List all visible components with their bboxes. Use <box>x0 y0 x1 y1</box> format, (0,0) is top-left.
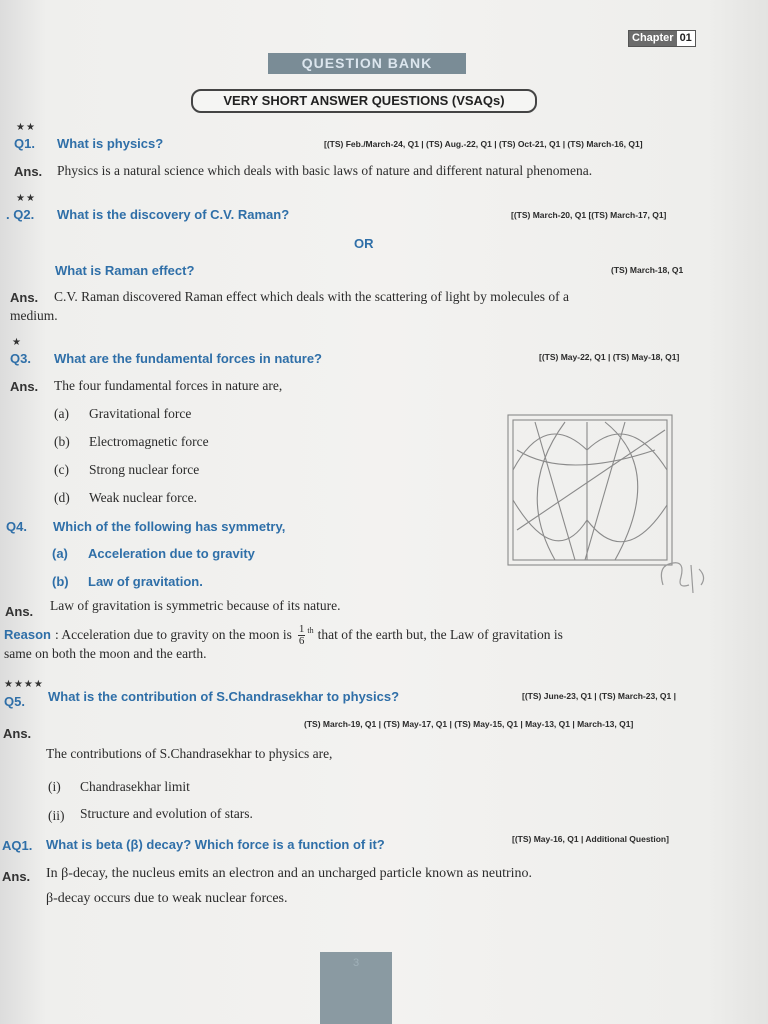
q3-item-c: Strong nuclear force <box>89 462 200 477</box>
q3-item-c-marker: (c) <box>54 462 69 477</box>
q2-answer-line2: medium. <box>10 308 58 323</box>
q1-number: Q1. <box>14 136 35 151</box>
q2-stars: ★★ <box>16 193 36 204</box>
q5-item-1-marker: (i) <box>48 779 61 794</box>
q1-question: What is physics? <box>57 136 164 151</box>
chapter-tag <box>628 30 696 47</box>
fraction-superscript: th <box>307 625 314 635</box>
q4-option-b: Law of gravitation. <box>88 574 203 589</box>
chapter-number: 01 <box>677 31 695 46</box>
aq1-answer-line2: β-decay occurs due to weak nuclear forces. <box>46 891 288 906</box>
q5-question: What is the contribution of S.Chandrasekhar to physics? <box>48 689 400 704</box>
q3-item-b: Electromagnetic force <box>89 434 209 449</box>
q1-stars: ★★ <box>16 122 36 133</box>
q3-item-b-marker: (b) <box>54 434 70 449</box>
question-bank-banner: QUESTION BANK <box>268 53 466 74</box>
q2-number: . Q2. <box>6 207 35 222</box>
q2-question-alt: What is Raman effect? <box>55 263 195 278</box>
aq1-number: AQ1. <box>2 838 33 853</box>
q5-answer: The contributions of S.Chandrasekhar to physics are, <box>46 746 333 761</box>
page-number: 3 <box>352 957 360 969</box>
q4-question: Which of the following has symmetry, <box>53 519 286 534</box>
q3-item-a-marker: (a) <box>54 406 69 421</box>
q2-answer-line1: C.V. Raman discovered Raman effect which deals with the scattering of light by molecules of a <box>54 289 569 304</box>
reason-label: Reason <box>4 627 51 643</box>
q5-reference-line2: (TS) March-19, Q1 | (TS) May-17, Q1 | (TS) May-15, Q1 | May-13, Q1 | March-13, Q1] <box>304 719 634 729</box>
handwritten-mark <box>655 555 715 600</box>
q5-item-2-marker: (ii) <box>48 808 65 823</box>
q2-reference-alt: (TS) March-18, Q1 <box>611 265 684 275</box>
q3-stars: ★ <box>12 337 22 348</box>
q4-option-a: Acceleration due to gravity <box>88 546 255 561</box>
aq1-ans-label: Ans. <box>2 869 31 884</box>
reason-text-post: that of the earth but, the Law of gravitation is <box>317 627 563 643</box>
q3-item-d: Weak nuclear force. <box>89 490 197 505</box>
fraction-denominator: 6 <box>298 635 305 647</box>
q2-ans-label: Ans. <box>10 290 39 305</box>
page-number-tab <box>320 952 392 1024</box>
reason-text-pre: : Acceleration due to gravity on the moon is <box>54 627 292 643</box>
q3-item-d-marker: (d) <box>54 490 70 505</box>
fraction-one-sixth <box>298 624 306 647</box>
section-title: VERY SHORT ANSWER QUESTIONS (VSAQs) <box>191 89 537 113</box>
aq1-reference: [(TS) May-16, Q1 | Additional Question] <box>512 834 669 844</box>
q5-item-1: Chandrasekhar limit <box>80 779 190 794</box>
q2-reference: [(TS) March-20, Q1 [(TS) March-17, Q1] <box>511 210 667 220</box>
q1-ans-label: Ans. <box>14 164 43 179</box>
aq1-question: What is beta (β) decay? Which force is a function of it? <box>46 837 385 852</box>
q2-question: What is the discovery of C.V. Raman? <box>57 207 290 222</box>
q1-reference: [(TS) Feb./March-24, Q1 | (TS) Aug.-22, Q1 | (TS) Oct-21, Q1 | (TS) March-16, Q1] <box>324 139 643 149</box>
q3-reference: [(TS) May-22, Q1 | (TS) May-18, Q1] <box>539 352 680 362</box>
q4-option-b-marker: (b) <box>52 574 69 589</box>
aq1-answer-line1: In β-decay, the nucleus emits an electron and an uncharged particle known as neutrino. <box>46 866 533 881</box>
q4-number: Q4. <box>6 519 27 534</box>
q5-stars: ★★★★ <box>4 679 44 690</box>
q3-answer: The four fundamental forces in nature are, <box>54 378 283 393</box>
q4-option-a-marker: (a) <box>52 546 68 561</box>
q3-question: What are the fundamental forces in nature? <box>54 351 322 366</box>
q3-item-a: Gravitational force <box>89 406 192 421</box>
q4-ans-label: Ans. <box>5 604 34 619</box>
or-separator: OR <box>354 236 374 251</box>
q4-reason-line <box>4 624 563 647</box>
q4-answer: Law of gravitation is symmetric because of its nature. <box>50 598 341 613</box>
pencil-sketch-figure <box>505 410 675 570</box>
q4-reason-line2: same on both the moon and the earth. <box>4 646 207 661</box>
q5-number: Q5. <box>4 694 25 709</box>
q5-ans-label: Ans. <box>3 726 32 741</box>
q1-answer: Physics is a natural science which deals with basic laws of nature and different natural phenomena. <box>57 163 593 178</box>
chapter-label: Chapter <box>629 31 677 46</box>
q3-ans-label: Ans. <box>10 379 39 394</box>
q5-reference-line1: [(TS) June-23, Q1 | (TS) March-23, Q1 | <box>522 691 677 701</box>
q5-item-2: Structure and evolution of stars. <box>80 806 253 821</box>
fraction-numerator: 1 <box>298 623 305 635</box>
q3-number: Q3. <box>10 351 31 366</box>
